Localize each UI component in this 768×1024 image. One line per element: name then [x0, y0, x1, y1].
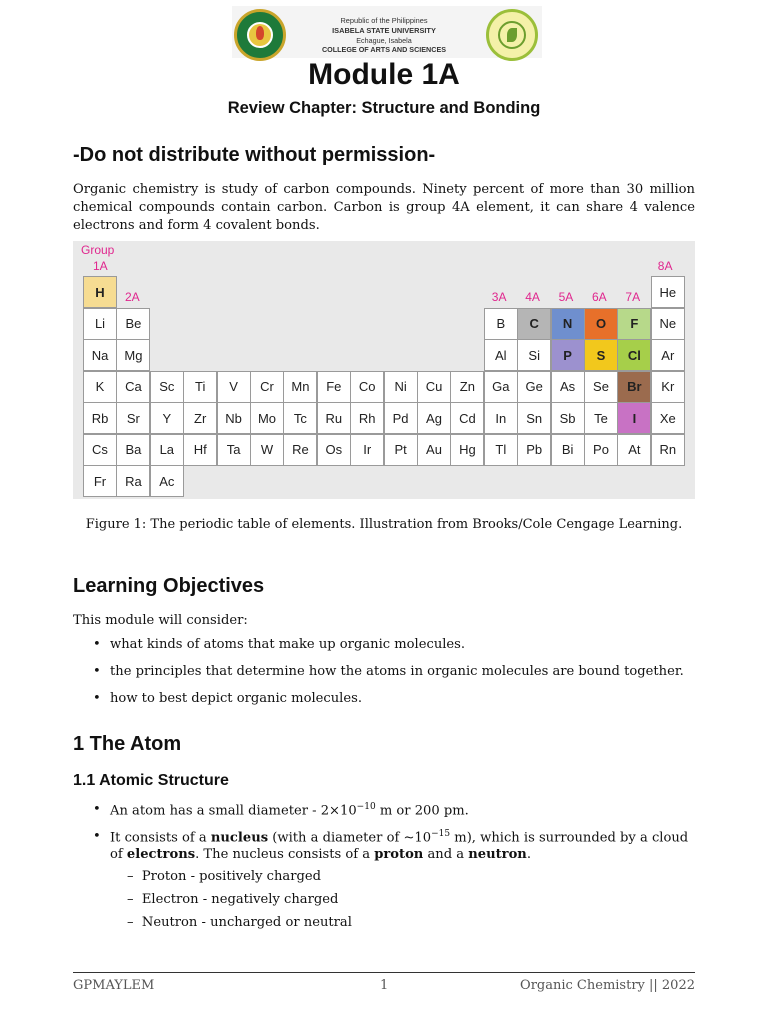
element-cell-cs: Cs — [83, 434, 117, 466]
element-cell-ra: Ra — [116, 465, 150, 497]
header-line-republic: Republic of the Philippines — [340, 16, 428, 25]
element-cell-o: O — [584, 308, 618, 340]
element-cell-cd: Cd — [450, 402, 484, 434]
element-cell-hf: Hf — [183, 434, 217, 466]
element-cell-sn: Sn — [517, 402, 551, 434]
element-cell-v: V — [217, 371, 251, 403]
element-cell-mg: Mg — [116, 339, 150, 371]
element-cell-ag: Ag — [417, 402, 451, 434]
element-cell-xe: Xe — [651, 402, 685, 434]
element-cell-ta: Ta — [217, 434, 251, 466]
page-title: Module 1A — [308, 58, 460, 91]
objectives-intro: This module will consider: — [73, 613, 248, 628]
element-cell-be: Be — [116, 308, 150, 340]
page-number: 1 — [380, 978, 389, 993]
element-cell-ac: Ac — [150, 465, 184, 497]
university-seal-icon — [234, 9, 286, 61]
element-cell-zr: Zr — [183, 402, 217, 434]
element-cell-ti: Ti — [183, 371, 217, 403]
element-cell-pt: Pt — [384, 434, 418, 466]
footer-author: GPMAYLEM — [73, 978, 155, 993]
distribution-notice: -Do not distribute without permission- — [73, 144, 436, 166]
element-cell-ba: Ba — [116, 434, 150, 466]
element-cell-ne: Ne — [651, 308, 685, 340]
college-seal-icon — [486, 9, 538, 61]
periodic-table-figure — [73, 241, 695, 499]
element-cell-al: Al — [484, 339, 518, 371]
footer-course: Organic Chemistry || 2022 — [520, 978, 695, 993]
element-cell-sr: Sr — [116, 402, 150, 434]
element-cell-ge: Ge — [517, 371, 551, 403]
group-label: Group — [81, 243, 115, 257]
element-cell-na: Na — [83, 339, 117, 371]
element-cell-s: S — [584, 339, 618, 371]
element-cell-ga: Ga — [484, 371, 518, 403]
intro-paragraph: Organic chemistry is study of carbon compounds. Ninety percent of more than 30 million chemical compounds contain carbon. Carbon is group 4A element, it can share 4 valence electrons and form 4 covalent bonds. — [73, 182, 695, 233]
element-cell-zn: Zn — [450, 371, 484, 403]
element-cell-co: Co — [350, 371, 384, 403]
page-subtitle: Review Chapter: Structure and Bonding — [227, 99, 541, 117]
element-cell-mo: Mo — [250, 402, 284, 434]
element-cell-ni: Ni — [384, 371, 418, 403]
element-cell-cl: Cl — [617, 339, 651, 371]
particle-item-proton: – Proton - positively charged — [127, 869, 322, 884]
element-cell-os: Os — [317, 434, 351, 466]
element-cell-kr: Kr — [651, 371, 685, 403]
particle-item-electron: – Electron - negatively charged — [127, 892, 339, 907]
element-cell-sc: Sc — [150, 371, 184, 403]
element-cell-nb: Nb — [217, 402, 251, 434]
element-cell-ir: Ir — [350, 434, 384, 466]
group-label-3a: 3A — [491, 290, 507, 304]
element-cell-rn: Rn — [651, 434, 685, 466]
element-cell-he: He — [651, 276, 685, 308]
element-cell-i: I — [617, 402, 651, 434]
header-line-university: ISABELA STATE UNIVERSITY — [332, 26, 436, 35]
element-cell-br: Br — [617, 371, 651, 403]
element-cell-pb: Pb — [517, 434, 551, 466]
element-cell-fe: Fe — [317, 371, 351, 403]
element-cell-cu: Cu — [417, 371, 451, 403]
header-line-college: COLLEGE OF ARTS AND SCIENCES — [321, 45, 447, 54]
element-cell-as: As — [551, 371, 585, 403]
element-cell-ca: Ca — [116, 371, 150, 403]
figure-caption: Figure 1: The periodic table of elements. Illustration from Brooks/Cole Cengage Learning. — [85, 517, 683, 532]
group-label-4a: 4A — [525, 290, 540, 304]
element-cell-tl: Tl — [484, 434, 518, 466]
element-cell-la: La — [150, 434, 184, 466]
section-heading: 1 The Atom — [73, 733, 182, 755]
element-cell-b: B — [484, 308, 518, 340]
element-cell-in: In — [484, 402, 518, 434]
element-cell-f: F — [617, 308, 651, 340]
element-cell-ru: Ru — [317, 402, 351, 434]
element-cell-po: Po — [584, 434, 618, 466]
element-cell-n: N — [551, 308, 585, 340]
element-cell-li: Li — [83, 308, 117, 340]
element-cell-hg: Hg — [450, 434, 484, 466]
element-cell-h: H — [83, 276, 117, 308]
element-cell-rb: Rb — [83, 402, 117, 434]
group-label-1a: 1A — [93, 259, 108, 273]
element-cell-ar: Ar — [651, 339, 685, 371]
element-cell-au: Au — [417, 434, 451, 466]
element-cell-c: C — [517, 308, 551, 340]
element-cell-bi: Bi — [551, 434, 585, 466]
particle-item-neutron: – Neutron - uncharged or neutral — [127, 915, 352, 930]
element-cell-at: At — [617, 434, 651, 466]
element-cell-mn: Mn — [283, 371, 317, 403]
element-cell-re: Re — [283, 434, 317, 466]
element-cell-tc: Tc — [283, 402, 317, 434]
subsection-heading: 1.1 Atomic Structure — [73, 772, 229, 789]
group-label-6a: 6A — [592, 290, 607, 304]
element-cell-cr: Cr — [250, 371, 284, 403]
group-label-8a: 8A — [657, 259, 673, 273]
element-cell-fr: Fr — [83, 465, 117, 497]
element-cell-rh: Rh — [350, 402, 384, 434]
objectives-heading: Learning Objectives — [73, 575, 265, 597]
element-cell-y: Y — [150, 402, 184, 434]
element-cell-w: W — [250, 434, 284, 466]
header-line-location: Echague, Isabela — [356, 36, 412, 45]
element-cell-k: K — [83, 371, 117, 403]
element-cell-se: Se — [584, 371, 618, 403]
element-cell-te: Te — [584, 402, 618, 434]
element-cell-p: P — [551, 339, 585, 371]
group-label-5a: 5A — [558, 290, 574, 304]
element-cell-pd: Pd — [384, 402, 418, 434]
element-cell-si: Si — [517, 339, 551, 371]
footer-rule — [73, 972, 695, 973]
group-label-7a: 7A — [625, 290, 641, 304]
element-cell-sb: Sb — [551, 402, 585, 434]
group-label-2a: 2A — [125, 290, 140, 304]
